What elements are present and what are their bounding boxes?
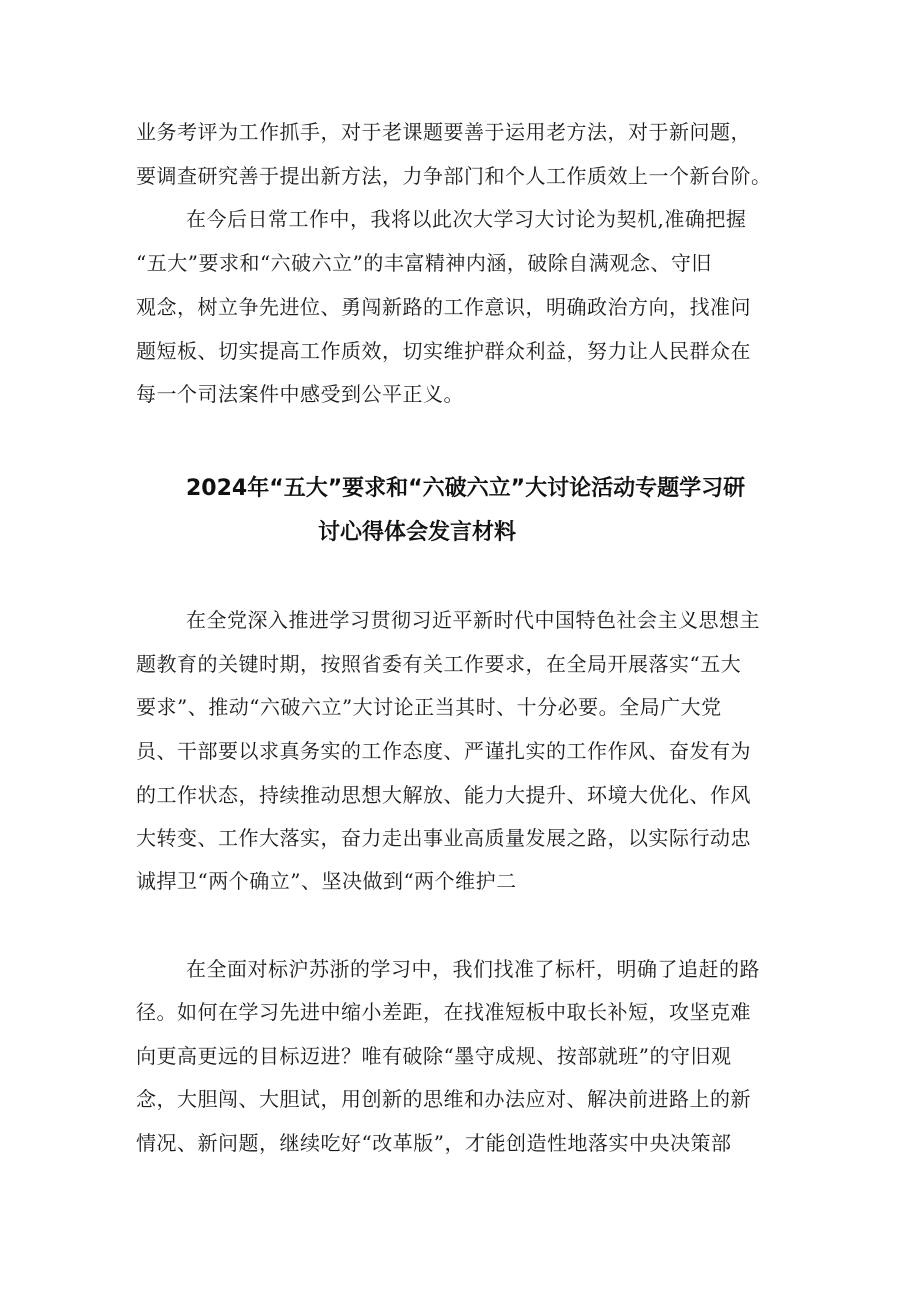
- paragraph-2-line-2: “五大”要求和“六破六立”的丰富精神内涵，破除自满观念、守旧: [136, 251, 712, 275]
- paragraph-3-line-6: 大转变、工作大落实，奋力走出事业高质量发展之路，以实际行动忠: [136, 826, 751, 850]
- paragraph-4-line-2: 径。如何在学习先进中缩小差距，在找准短板中取长补短，攻坚克难: [136, 1000, 751, 1024]
- paragraph-3-line-2: 题教育的关键时期，按照省委有关工作要求，在全局开展落实“五大: [136, 652, 742, 676]
- paragraph-2-line-4: 题短板、切实提高工作质效，切实维护群众利益，努力让人民群众在: [136, 339, 751, 363]
- paragraph-4-line-1: 在全面对标沪苏浙的学习中，我们找准了标杆，明确了追赶的路: [186, 957, 760, 981]
- paragraph-2-line-5: 每一个司法案件中感受到公平正义。: [136, 382, 464, 406]
- paragraph-3-line-5: 的工作状态，持续推动思想大解放、能力大提升、环境大优化、作风: [136, 783, 751, 807]
- paragraph-1-line-1: 业务考评为工作抓手，对于老课题要善于运用老方法，对于新问题，: [136, 120, 751, 144]
- title-line-2: 讨心得体会发言材料: [318, 520, 517, 545]
- title-line-1: 2024年“五大”要求和“六破六立”大讨论活动专题学习研: [186, 476, 746, 501]
- paragraph-4-line-3: 向更高更远的目标迈进？唯有破除“墨守成规、按部就班”的守旧观: [136, 1044, 732, 1068]
- paragraph-4-line-4: 念，大胆闯、大胆试，用创新的思维和办法应对、解决前进路上的新: [136, 1087, 751, 1111]
- paragraph-1-line-2: 要调查研究善于提出新方法，力争部门和个人工作质效上一个新台阶。: [136, 164, 772, 188]
- paragraph-3-line-3: 要求”、推动“六破六立”大讨论正当其时、十分必要。全局广大党: [136, 695, 722, 719]
- paragraph-3-line-1: 在全党深入推进学习贯彻习近平新时代中国特色社会主义思想主: [186, 608, 760, 632]
- paragraph-3-line-4: 员、干部要以求真务实的工作态度、严谨扎实的工作作风、奋发有为: [136, 739, 751, 763]
- paragraph-4-line-5: 情况、新问题，继续吃好“改革版”，才能创造性地落实中央决策部: [136, 1131, 732, 1155]
- paragraph-2-line-1: 在今后日常工作中，我将以此次大学习大讨论为契机,准确把握: [186, 207, 747, 231]
- paragraph-2-line-3: 观念，树立争先进位、勇闯新路的工作意识，明确政治方向，找准问: [136, 295, 751, 319]
- paragraph-3-line-7: 诚捍卫“两个确立”、坚决做到“两个维护二: [136, 869, 517, 893]
